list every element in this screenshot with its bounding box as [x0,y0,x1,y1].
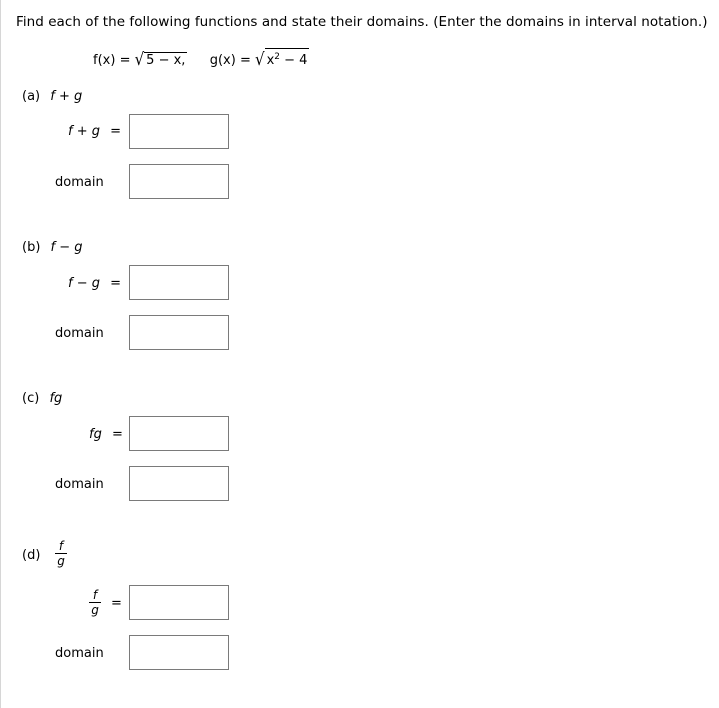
g-radicand-rest: − 4 [280,53,308,68]
function-definitions [93,48,309,68]
part-c-expression: fg [49,391,63,406]
part-b-equals: = [110,276,122,291]
part-b-answer-input[interactable] [129,265,229,300]
instructions: Find each of the following functions and state their domains. (Enter the domains in interval notation.) [16,14,708,30]
part-d-numerator: f [58,539,64,553]
part-b-heading [22,240,83,255]
part-d-tag: (d) [22,548,41,563]
part-c-answer-input[interactable] [129,416,229,451]
g-radical [255,48,309,68]
f-radicand: 5 − x, [146,53,186,68]
part-d-answer-numerator: f [92,588,98,602]
part-b-domain-label: domain [55,326,104,341]
part-b-answer-label [68,276,121,291]
part-c-answer-label [89,427,123,442]
f-lhs: f(x) [93,53,116,68]
part-b-domain-input[interactable] [129,315,229,350]
radical-sign-icon: √ [134,48,145,70]
radical-sign-icon: √ [255,48,265,70]
part-d-answer-denominator: g [91,603,99,617]
g-equals: = [239,53,251,68]
part-c-tag: (c) [22,391,40,406]
part-c-heading [22,391,62,406]
part-a-expression: f + g [50,89,83,104]
part-b-tag: (b) [22,240,41,255]
part-d-answer-fraction [89,589,101,616]
g-lhs: g(x) [209,53,236,68]
f-equals: = [119,53,131,68]
part-c-domain-label: domain [55,477,104,492]
part-d-domain-label: domain [55,646,104,661]
part-d-denominator: g [57,554,65,568]
part-a-tag: (a) [22,89,41,104]
part-d-answer-input[interactable] [129,585,229,620]
g-radicand [265,48,310,68]
part-a-equals: = [110,124,122,139]
part-a-heading [22,89,82,104]
part-d-domain-input[interactable] [129,635,229,670]
part-a-answer-lhs: f + g [68,124,100,139]
part-b-answer-lhs: f − g [68,276,100,291]
part-a-domain-input[interactable] [129,164,229,199]
part-d-fraction [55,540,67,567]
f-radical [135,50,188,68]
part-a-answer-label [68,124,121,139]
g-radicand-exponent: 2 [274,52,280,62]
part-a-answer-input[interactable] [129,114,229,149]
g-radicand-base: x [266,53,275,68]
part-c-answer-lhs: fg [89,427,102,442]
part-c-equals: = [111,427,123,442]
part-c-domain-input[interactable] [129,466,229,501]
part-b-expression: f − g [50,240,83,255]
part-a-domain-label: domain [55,175,104,190]
part-d-equals: = [111,596,122,611]
left-border [0,0,1,708]
